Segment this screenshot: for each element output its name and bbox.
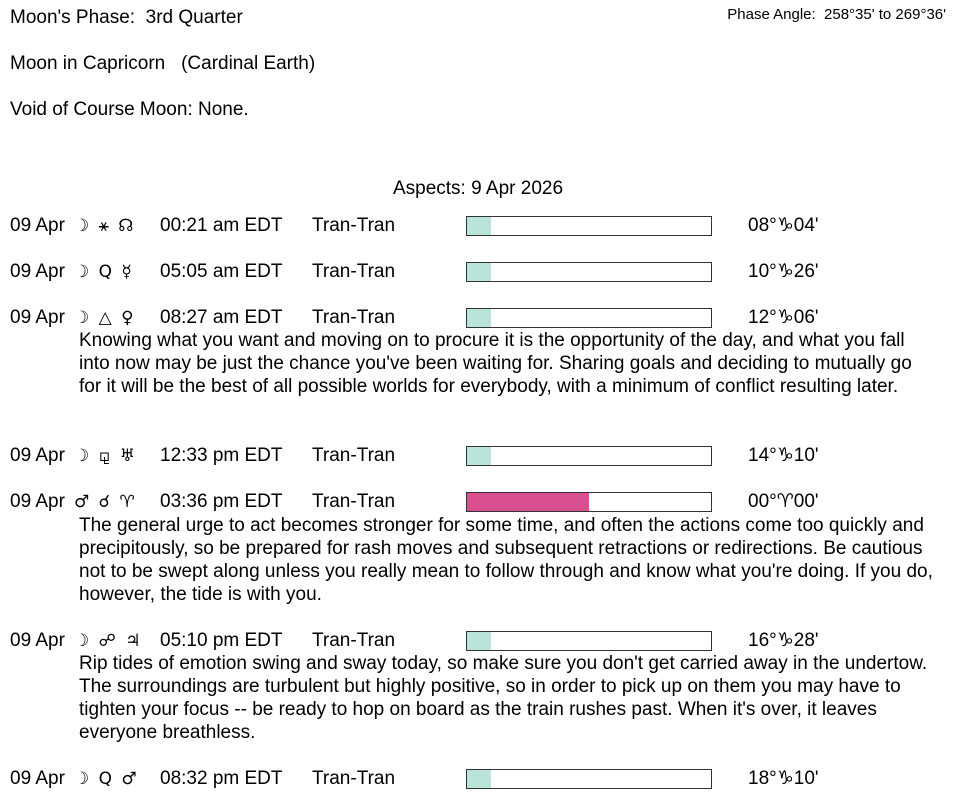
aspect-time: 03:36 pm EDT: [160, 491, 283, 512]
aspect-strength-fill: [467, 632, 491, 650]
aspect-position: 08°♑04': [748, 215, 819, 236]
aspect-strength-bar: [466, 216, 712, 236]
aspect-glyphs-icon: ♂ ☌ ♈: [74, 492, 137, 512]
aspect-time: 08:27 am EDT: [160, 307, 283, 328]
aspect-date: 09 Apr: [10, 261, 65, 282]
aspect-type: Tran-Tran: [312, 445, 396, 466]
aspect-type: Tran-Tran: [312, 215, 396, 236]
aspect-strength-bar: [466, 769, 712, 789]
aspect-glyphs-icon: ☽ ☍ ♃: [74, 631, 143, 651]
aspects-title: Aspects: 9 Apr 2026: [392, 178, 564, 199]
aspect-strength-fill: [467, 309, 491, 327]
aspect-glyphs-icon: ☽ Q ☿: [74, 262, 134, 282]
aspect-date: 09 Apr: [10, 445, 65, 466]
aspect-date: 09 Apr: [10, 768, 65, 789]
aspect-strength-bar: [466, 492, 712, 512]
aspect-date: 09 Apr: [10, 307, 65, 328]
aspect-type: Tran-Tran: [312, 768, 396, 789]
aspect-description: The general urge to act becomes stronger for some time, and often the actions come too quickly and precipitously, so be prepared for rash moves and subsequent retractions or redirections. Be cautious not to be swept along unless you really mean to follow through and know what you're doing. If you do, however, the tide is with you.: [79, 515, 933, 605]
void-of-course: Void of Course Moon: None.: [10, 99, 249, 120]
aspect-type: Tran-Tran: [312, 630, 396, 651]
aspect-strength-fill: [467, 263, 491, 281]
moon-phase: Moon's Phase: 3rd Quarter: [10, 7, 243, 28]
aspect-time: 05:05 am EDT: [160, 261, 283, 282]
aspect-time: 08:32 pm EDT: [160, 768, 283, 789]
aspect-glyphs-icon: ☽ ⚼ ♅: [74, 446, 138, 466]
aspect-glyphs-icon: ☽ Q ♂: [74, 769, 139, 789]
aspect-time: 05:10 pm EDT: [160, 630, 283, 651]
moon-sign: Moon in Capricorn (Cardinal Earth): [10, 53, 316, 74]
aspect-type: Tran-Tran: [312, 307, 396, 328]
aspect-position: 12°♑06': [748, 307, 819, 328]
aspect-position: 00°♈00': [748, 491, 819, 512]
aspect-strength-bar: [466, 631, 712, 651]
aspect-type: Tran-Tran: [312, 491, 396, 512]
aspect-strength-fill: [467, 493, 589, 511]
aspect-strength-bar: [466, 446, 712, 466]
aspect-position: 14°♑10': [748, 445, 819, 466]
aspect-date: 09 Apr: [10, 215, 65, 236]
phase-angle: Phase Angle: 258°35' to 269°36': [727, 6, 946, 23]
aspect-strength-fill: [467, 217, 491, 235]
aspect-strength-fill: [467, 770, 491, 788]
aspect-time: 12:33 pm EDT: [160, 445, 283, 466]
aspect-date: 09 Apr: [10, 630, 65, 651]
aspect-strength-fill: [467, 447, 491, 465]
aspect-strength-bar: [466, 308, 712, 328]
aspect-time: 00:21 am EDT: [160, 215, 283, 236]
aspect-position: 10°♑26': [748, 261, 819, 282]
aspect-description: Knowing what you want and moving on to procure it is the opportunity of the day, and what you fall into now may be just the chance you've been waiting for. Sharing goals and deciding to mutually go for it will be the best of all possible worlds for everybody, with a minimum of conflict resulting later.: [79, 330, 912, 397]
aspect-type: Tran-Tran: [312, 261, 396, 282]
aspect-description: Rip tides of emotion swing and sway today, so make sure you don't get carried away in the undertow. The surroundings are turbulent but highly positive, so in order to pick up on them you may have to tighten your focus -- be ready to hop on board as the train rushes past. When it's over, it leaves everyone breathless.: [79, 653, 928, 743]
aspect-glyphs-icon: ☽ △ ♀: [74, 308, 136, 328]
aspect-glyphs-icon: ☽ ⚹ ☊: [74, 216, 136, 236]
aspect-position: 18°♑10': [748, 768, 819, 789]
aspect-date: 09 Apr: [10, 491, 65, 512]
aspect-position: 16°♑28': [748, 630, 819, 651]
aspect-strength-bar: [466, 262, 712, 282]
